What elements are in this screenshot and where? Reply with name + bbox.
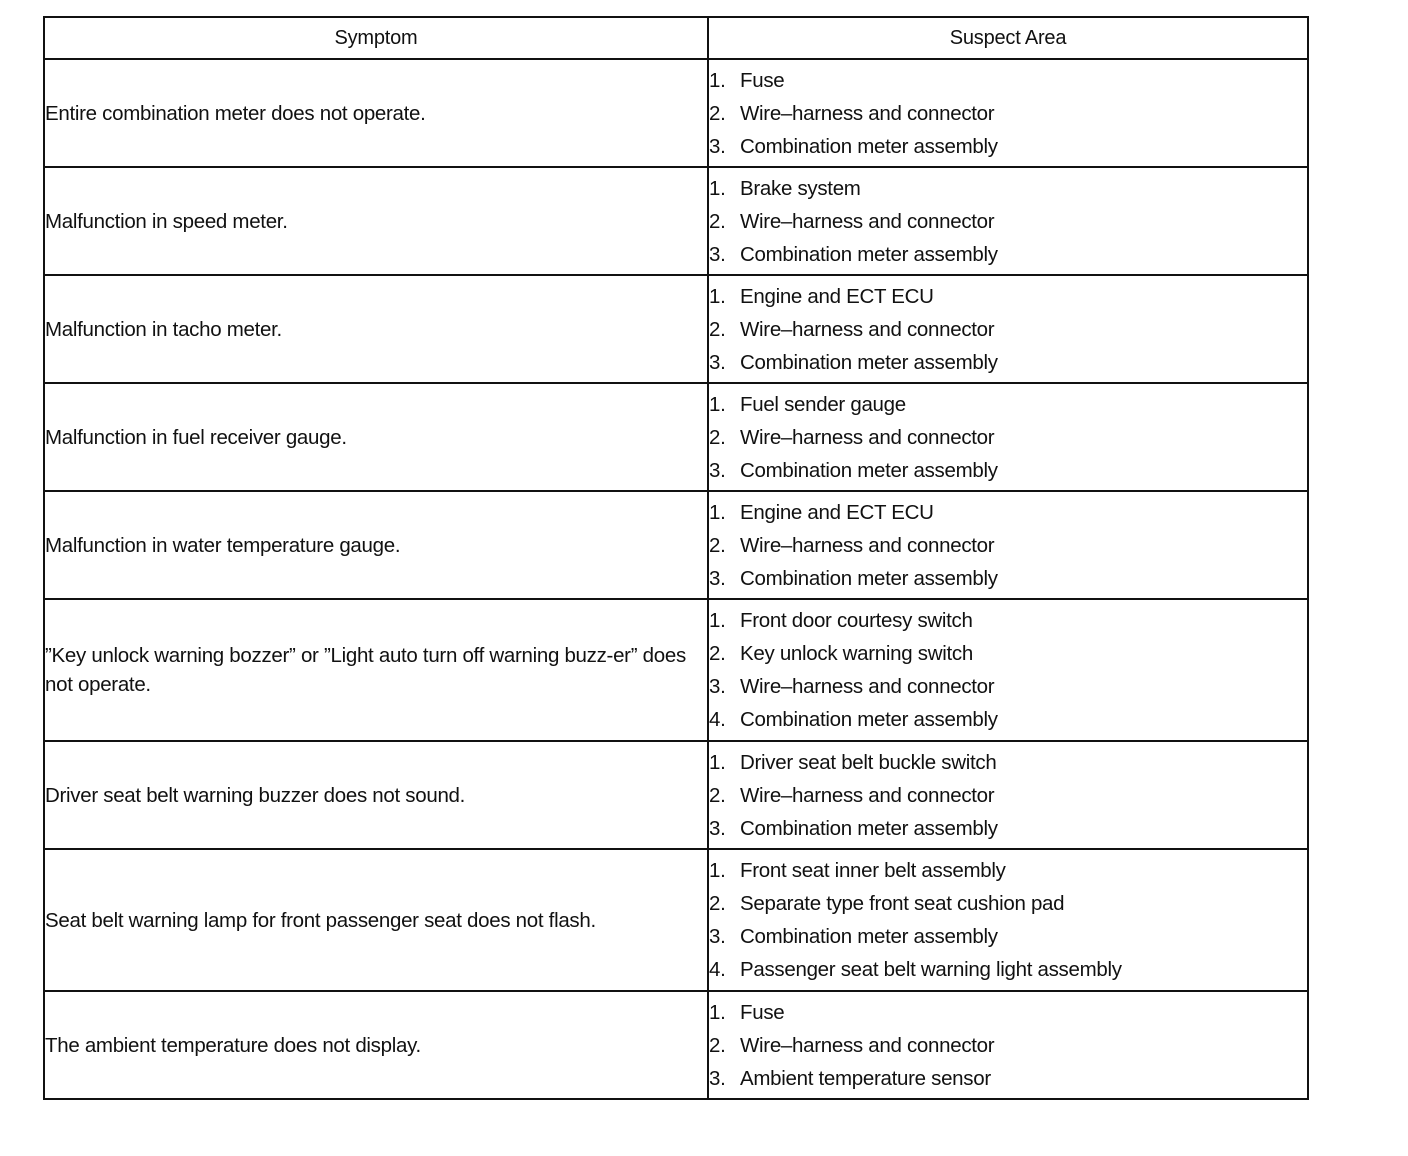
symptom-cell: Driver seat belt warning buzzer does not sound. <box>44 741 708 849</box>
list-item: 3. Combination meter assembly <box>709 242 998 266</box>
list-item: 1. Fuel sender gauge <box>709 392 906 416</box>
symptom-cell: Malfunction in fuel receiver gauge. <box>44 383 708 491</box>
table-row <box>44 59 1308 167</box>
symptom-cell: Malfunction in tacho meter. <box>44 275 708 383</box>
list-item: 1. Fuse <box>709 68 785 92</box>
list-item: 2. Wire–harness and connector <box>709 101 995 125</box>
suspect-area-cell <box>708 383 1308 491</box>
symptom-cell: Malfunction in water temperature gauge. <box>44 491 708 599</box>
header-row <box>44 17 1308 59</box>
list-item: 1. Engine and ECT ECU <box>709 500 934 524</box>
list-item: 3. Ambient temperature sensor <box>709 1066 991 1090</box>
suspect-area-cell <box>708 59 1308 167</box>
list-item: 1. Front seat inner belt assembly <box>709 859 1006 882</box>
list-item: 4. Combination meter assembly <box>709 708 998 731</box>
suspect-list <box>709 746 1307 845</box>
table-row <box>44 167 1308 275</box>
table-row <box>44 383 1308 491</box>
suspect-area-cell <box>708 275 1308 383</box>
list-item: 2. Wire–harness and connector <box>709 783 995 807</box>
suspect-area-cell <box>708 599 1308 741</box>
list-item: 3. Combination meter assembly <box>709 816 998 840</box>
suspect-area-cell <box>708 741 1308 849</box>
symptom-cell: Malfunction in speed meter. <box>44 167 708 275</box>
list-item: 1. Fuse <box>709 1000 785 1024</box>
suspect-area-header: Suspect Area <box>708 17 1308 59</box>
suspect-list <box>709 854 1307 986</box>
list-item: 1. Engine and ECT ECU <box>709 284 934 308</box>
table-row <box>44 991 1308 1099</box>
list-item: 3. Wire–harness and connector <box>709 675 995 698</box>
list-item: 1. Driver seat belt buckle switch <box>709 750 997 774</box>
list-item: 2. Wire–harness and connector <box>709 209 995 233</box>
table-row <box>44 599 1308 741</box>
symptom-cell: The ambient temperature does not display. <box>44 991 708 1099</box>
list-item: 2. Wire–harness and connector <box>709 317 995 341</box>
symptom-header: Symptom <box>44 17 708 59</box>
suspect-area-cell <box>708 167 1308 275</box>
list-item: 3. Combination meter assembly <box>709 350 998 374</box>
symptom-cell: Seat belt warning lamp for front passenger seat does not flash. <box>44 849 708 991</box>
list-item: 2. Wire–harness and connector <box>709 425 995 449</box>
symptom-table <box>43 16 1309 1100</box>
suspect-list <box>709 496 1307 595</box>
suspect-list <box>709 604 1307 736</box>
suspect-area-cell <box>708 991 1308 1099</box>
list-item: 2. Key unlock warning switch <box>709 642 973 665</box>
list-item: 2. Wire–harness and connector <box>709 533 995 557</box>
list-item: 3. Combination meter assembly <box>709 458 998 482</box>
list-item: 1. Brake system <box>709 176 861 200</box>
table-row <box>44 275 1308 383</box>
list-item: 3. Combination meter assembly <box>709 925 998 948</box>
symptom-cell: ”Key unlock warning bozzer” or ”Light auto turn off warning buzz-er” does not operate. <box>44 599 708 741</box>
symptom-cell: Entire combination meter does not operate. <box>44 59 708 167</box>
suspect-area-cell <box>708 849 1308 991</box>
table-row <box>44 849 1308 991</box>
suspect-list <box>709 280 1307 379</box>
table-row <box>44 741 1308 849</box>
list-item: 2. Wire–harness and connector <box>709 1033 995 1057</box>
troubleshooting-document <box>43 16 1307 1100</box>
suspect-list <box>709 388 1307 487</box>
list-item: 3. Combination meter assembly <box>709 566 998 590</box>
suspect-list <box>709 172 1307 271</box>
suspect-list <box>709 64 1307 163</box>
list-item: 3. Combination meter assembly <box>709 134 998 158</box>
list-item: 4. Passenger seat belt warning light assembly <box>709 958 1122 981</box>
suspect-area-cell <box>708 491 1308 599</box>
list-item: 2. Separate type front seat cushion pad <box>709 892 1065 915</box>
list-item: 1. Front door courtesy switch <box>709 609 973 632</box>
table-row <box>44 491 1308 599</box>
suspect-list <box>709 996 1307 1095</box>
